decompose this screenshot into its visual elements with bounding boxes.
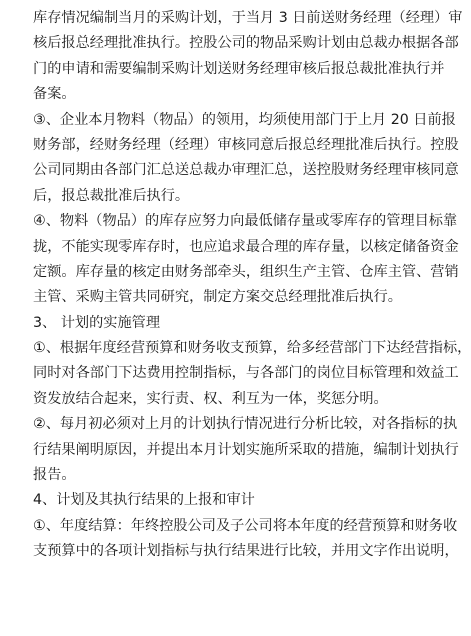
text-line: 主管、采购主管共同研究，制定方案交总经理批准后执行。 [33, 289, 402, 306]
text-line: 门的申请和需要编制采购计划送财务经理审核后报总裁批准执行并 [33, 60, 445, 77]
text-line: 报告。 [33, 467, 76, 484]
text-line: 拢，不能实现零库存时，也应追求最合理的库存量，以核定储备资金 [33, 238, 459, 255]
text-line: 后，报总裁批准后执行。 [33, 187, 190, 204]
text-line: 行结果阐明原因，并提出本月计划实施所采取的措施，编制计划执行 [33, 441, 459, 458]
text-line: 核后报总经理批准执行。控股公司的物品采购计划由总裁办根据各部 [33, 35, 459, 52]
text-line: ②、每月初必须对上月的计划执行情况进行分析比较，对各指标的执 [33, 416, 458, 433]
text-line: ①、根据年度经营预算和财务收支预算，给多经营部门下达经营指标， [33, 340, 471, 357]
text-line: 同时对各部门下达费用控制指标，与各部门的岗位目标管理和效益工 [33, 365, 459, 382]
text-line: 公司同期由各部门汇总送总裁办审理汇总，送控股财务经理审核同意 [33, 162, 459, 179]
text-line: ③、企业本月物料（物品）的领用，均须使用部门于上月 20 日前报 [33, 111, 456, 128]
text-line: 库存情况编制当月的采购计划，于当月 3 日前送财务经理（经理）审 [33, 10, 463, 26]
text-line: 财务部，经财务经理（经理）审核同意后报总经理批准后执行。控股 [33, 136, 459, 153]
text-line: ④、物料（物品）的库存应努力向最低储存量或零库存的管理目标靠 [33, 213, 458, 230]
text-line: 备案。 [33, 86, 76, 103]
text-line: 资发放结合起来，实行责、权、利互为一体，奖惩分明。 [33, 390, 388, 407]
text-line: 支预算中的各项计划指标与执行结果进行比较，并用文字作出说明， [33, 543, 459, 560]
section-heading: 4、计划及其执行结果的上报和审计 [33, 492, 255, 509]
text-line: 定额。库存量的核定由财务部牵头，组织生产主管、仓库主管、营销 [33, 263, 459, 280]
section-heading: 3、 计划的实施管理 [33, 314, 161, 331]
text-line: ①、年度结算：年终控股公司及子公司将本年度的经营预算和财务收 [33, 517, 458, 534]
